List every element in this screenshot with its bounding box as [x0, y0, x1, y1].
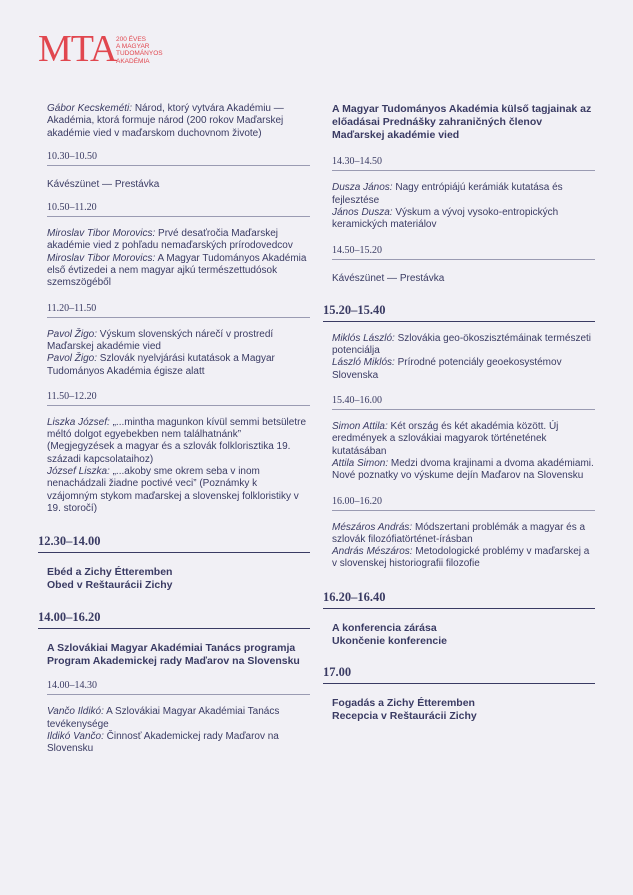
logo-line: 200 ÉVES	[116, 36, 146, 43]
speaker-name: Gábor Kecskeméti:	[47, 103, 133, 114]
talk-title: „...mintha magunkon kívül semmi betsületre méltó dolgot egyebekben nem találhatnánk” (Megjegyzések a magyar és a szlovák folklorisztika 19. századi kapcsolataihoz)	[47, 416, 307, 465]
section-title: A Magyar Tudományos Akadémia külső tagjainak az előadásai Prednášky zahraničných členov Maďarskej akadémie vied	[332, 103, 592, 141]
main-time-slot: 15.20–15.40	[323, 303, 595, 322]
talk	[332, 458, 595, 483]
talk-title: Výskum a vývoj vysoko-entropických keramických materiálov	[332, 206, 559, 231]
session-title: Ukončenie konferencie	[332, 634, 447, 647]
talk-title: Prvé desaťročia Maďarskej akadémie vied z pohľadu nemaďarských prírodovedcov	[47, 228, 293, 252]
main-time-slot: 16.20–16.40	[323, 590, 595, 609]
talk	[47, 731, 310, 756]
talk	[332, 546, 595, 571]
talk-title: Medzi dvoma krajinami a dvoma akadémiami. Nové poznatky vo výskume dejín Maďarov na Slovensku	[332, 457, 594, 482]
time-slot: 10.30–10.50	[47, 151, 310, 166]
talk	[47, 417, 310, 466]
talk-title: Prírodné potenciály geoekosystémov Slovenska	[332, 357, 562, 381]
logo-line: A MAGYAR	[116, 43, 150, 51]
talk	[47, 253, 310, 290]
time-slot: 16.00–16.20	[332, 496, 595, 511]
talk-title: „...akoby sme okrem seba v inom nenachádzali žiadne poctivé veci” (Poznámky k vzájomným stykom maďarskej a slovenskej folkloristiky v 19. storočí)	[47, 466, 299, 514]
speaker-name: Liszka József:	[47, 416, 110, 428]
main-time-slot: 14.00–16.20	[38, 610, 310, 629]
talk-title: Két ország és két akadémia között. Új eredmények a szlovákiai magyarok történetének kutatásában	[332, 421, 559, 457]
time-slot: 15.40–16.00	[332, 395, 595, 410]
session-title: A Szlovákiai Magyar Akadémiai Tanács programja Program Akademickej rady Maďarov na Slovensku	[47, 641, 300, 667]
left-column	[38, 100, 310, 756]
speaker-name: Attila Simon:	[332, 457, 389, 469]
talk-title: Módszertani problémák a magyar és a szlovák filozófiatörténet-írásban	[332, 521, 586, 545]
right-column	[323, 100, 595, 723]
talk-title: Činnosť Akademickej rady Maďarov na Slovensku	[47, 731, 279, 755]
talk-title: Národ, ktorý vytvára Akadémiu — Akadémia, ktorá formuje národ (200 rokov Maďarskej akadémie vied v maďarskom duchovnom živote)	[47, 103, 284, 139]
logo-text	[116, 36, 163, 65]
speaker-name: József Liszka:	[47, 466, 110, 478]
talk-title: Nagy entrópiájú kerámiák kutatása és fejlesztése	[332, 182, 563, 206]
break-text: Kávészünet — Prestávka	[332, 272, 445, 284]
speaker-name: Dusza János:	[332, 182, 393, 194]
session-title: Recepcia v Reštaurácii Zichy	[332, 710, 477, 723]
speaker-name: Pavol Žigo:	[47, 328, 98, 340]
break-text: Kávészünet — Prestávka	[47, 178, 160, 190]
speaker-name: Miroslav Tibor Morovics:	[47, 252, 156, 264]
logo-line: TUDOMÁNYOS	[116, 50, 163, 58]
logo-mark: MTA	[38, 28, 117, 70]
speaker-name: Mészáros András:	[332, 521, 413, 533]
talk-title: Szlovák nyelvjárási kutatások a Magyar Tudományos Akadémia égisze alatt	[47, 353, 275, 377]
talk	[332, 333, 595, 358]
speaker-name: János Dusza:	[332, 206, 393, 218]
session-title: A konferencia zárása	[332, 621, 437, 634]
talk	[332, 522, 595, 547]
time-slot: 14.50–15.20	[332, 245, 595, 260]
speaker-name: Ildikó Vančo:	[47, 731, 104, 743]
talk	[47, 329, 310, 354]
speaker-name: Vančo Ildikó:	[47, 706, 104, 718]
speaker-name: Miklós László:	[332, 332, 395, 344]
time-slot: 11.20–11.50	[47, 303, 310, 318]
time-slot: 11.50–12.20	[47, 391, 310, 406]
session-title: Obed v Reštaurácii Zichy	[47, 579, 173, 592]
session-title: Fogadás a Zichy Étteremben	[332, 697, 475, 710]
talk	[47, 103, 310, 140]
talk	[332, 421, 595, 458]
logo-line: AKADÉMIA	[116, 57, 150, 65]
talk	[332, 357, 595, 382]
speaker-name: László Miklós:	[332, 357, 395, 369]
talk-title: Výskum slovenských nárečí v prostredí Maďarskej akadémie vied	[47, 328, 274, 352]
speaker-name: Simon Attila:	[332, 421, 388, 433]
talk	[332, 207, 595, 232]
speaker-name: András Mészáros:	[332, 546, 413, 558]
time-slot: 14.00–14.30	[47, 680, 310, 695]
talk	[47, 353, 310, 378]
time-slot: 10.50–11.20	[47, 202, 310, 217]
main-time-slot: 12.30–14.00	[38, 534, 310, 553]
talk	[47, 706, 310, 731]
talk	[332, 182, 595, 207]
talk-title: Metodologické problémy v maďarskej a v slovenskej historiografii filozofie	[332, 546, 590, 570]
talk-title: Szlovákia geo-ökoszisztémáinak természeti potenciálja	[332, 332, 592, 357]
talk	[47, 228, 310, 253]
time-slot: 14.30–14.50	[332, 156, 595, 171]
session-title: Ebéd a Zichy Étteremben	[47, 566, 173, 579]
speaker-name: Miroslav Tibor Morovics:	[47, 228, 156, 240]
talk-title: A Magyar Tudományos Akadémia első évtizedei a nem magyar ajkú természettudósok szemszögéből	[47, 252, 307, 289]
talk	[47, 466, 310, 515]
talk-title: A Szlovákiai Magyar Akadémiai Tanács tevékenysége	[47, 706, 280, 730]
speaker-name: Pavol Žigo:	[47, 353, 98, 365]
main-time-slot: 17.00	[323, 665, 595, 684]
